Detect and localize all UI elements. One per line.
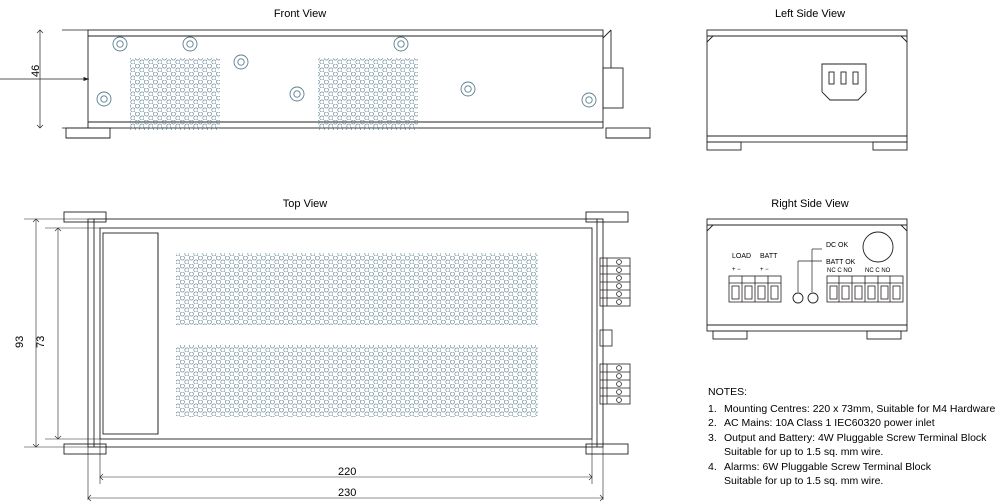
dimension-top-width-inner: 220 bbox=[338, 466, 357, 478]
top-view-drawing bbox=[64, 212, 630, 454]
note-number: 1. bbox=[708, 402, 717, 415]
note-text: Output and Battery: 4W Pluggable Screw Terminal Block bbox=[724, 431, 987, 444]
note-number: 3. bbox=[708, 431, 717, 444]
dimension-front-height: 46 bbox=[30, 64, 42, 77]
label-batt: BATT bbox=[760, 253, 778, 260]
note-text: Alarms: 6W Pluggable Screw Terminal Block bbox=[724, 460, 931, 473]
left-side-view-title: Left Side View bbox=[774, 8, 846, 20]
right-side-view-drawing bbox=[707, 219, 907, 339]
dimension-top-width-outer: 230 bbox=[338, 487, 357, 499]
note-number: 2. bbox=[708, 417, 717, 429]
front-height-dimension bbox=[0, 30, 89, 128]
label-batt-ok: BATT OK bbox=[826, 259, 856, 266]
note-subtext: Suitable for up to 1.5 sq. mm wire. bbox=[724, 475, 884, 487]
dimension-top-height-outer: 93 bbox=[14, 335, 26, 348]
label-load-polarity: + − bbox=[732, 267, 741, 273]
right-side-view-title: Right Side View bbox=[771, 198, 849, 210]
label-relay-contacts-right: NC C NO bbox=[865, 268, 891, 274]
note-item bbox=[708, 416, 1000, 431]
dimension-top-height-inner: 73 bbox=[35, 335, 47, 348]
right-side-view-labels bbox=[732, 242, 891, 274]
note-text: AC Mains: 10A Class 1 IEC60320 power inlet bbox=[724, 417, 935, 429]
note-number: 4. bbox=[708, 460, 717, 473]
left-side-view-drawing bbox=[707, 30, 907, 150]
front-view-drawing bbox=[66, 30, 650, 138]
note-subtext: Suitable for up to 1.5 sq. mm wire. bbox=[724, 446, 884, 458]
notes-heading: NOTES: bbox=[708, 386, 748, 398]
notes-block bbox=[708, 385, 1000, 489]
label-load: LOAD bbox=[732, 253, 752, 260]
label-batt-polarity: + − bbox=[760, 267, 769, 273]
note-item bbox=[708, 431, 1000, 446]
front-view-title: Front View bbox=[273, 8, 327, 20]
top-view-title: Top View bbox=[282, 198, 328, 210]
label-dc-ok: DC OK bbox=[826, 242, 849, 249]
label-relay-contacts-left: NC C NO bbox=[827, 268, 853, 274]
note-item bbox=[708, 460, 1000, 475]
note-text: Mounting Centres: 220 x 73mm, Suitable for M4 Hardware bbox=[724, 402, 996, 415]
note-item bbox=[708, 402, 1000, 417]
